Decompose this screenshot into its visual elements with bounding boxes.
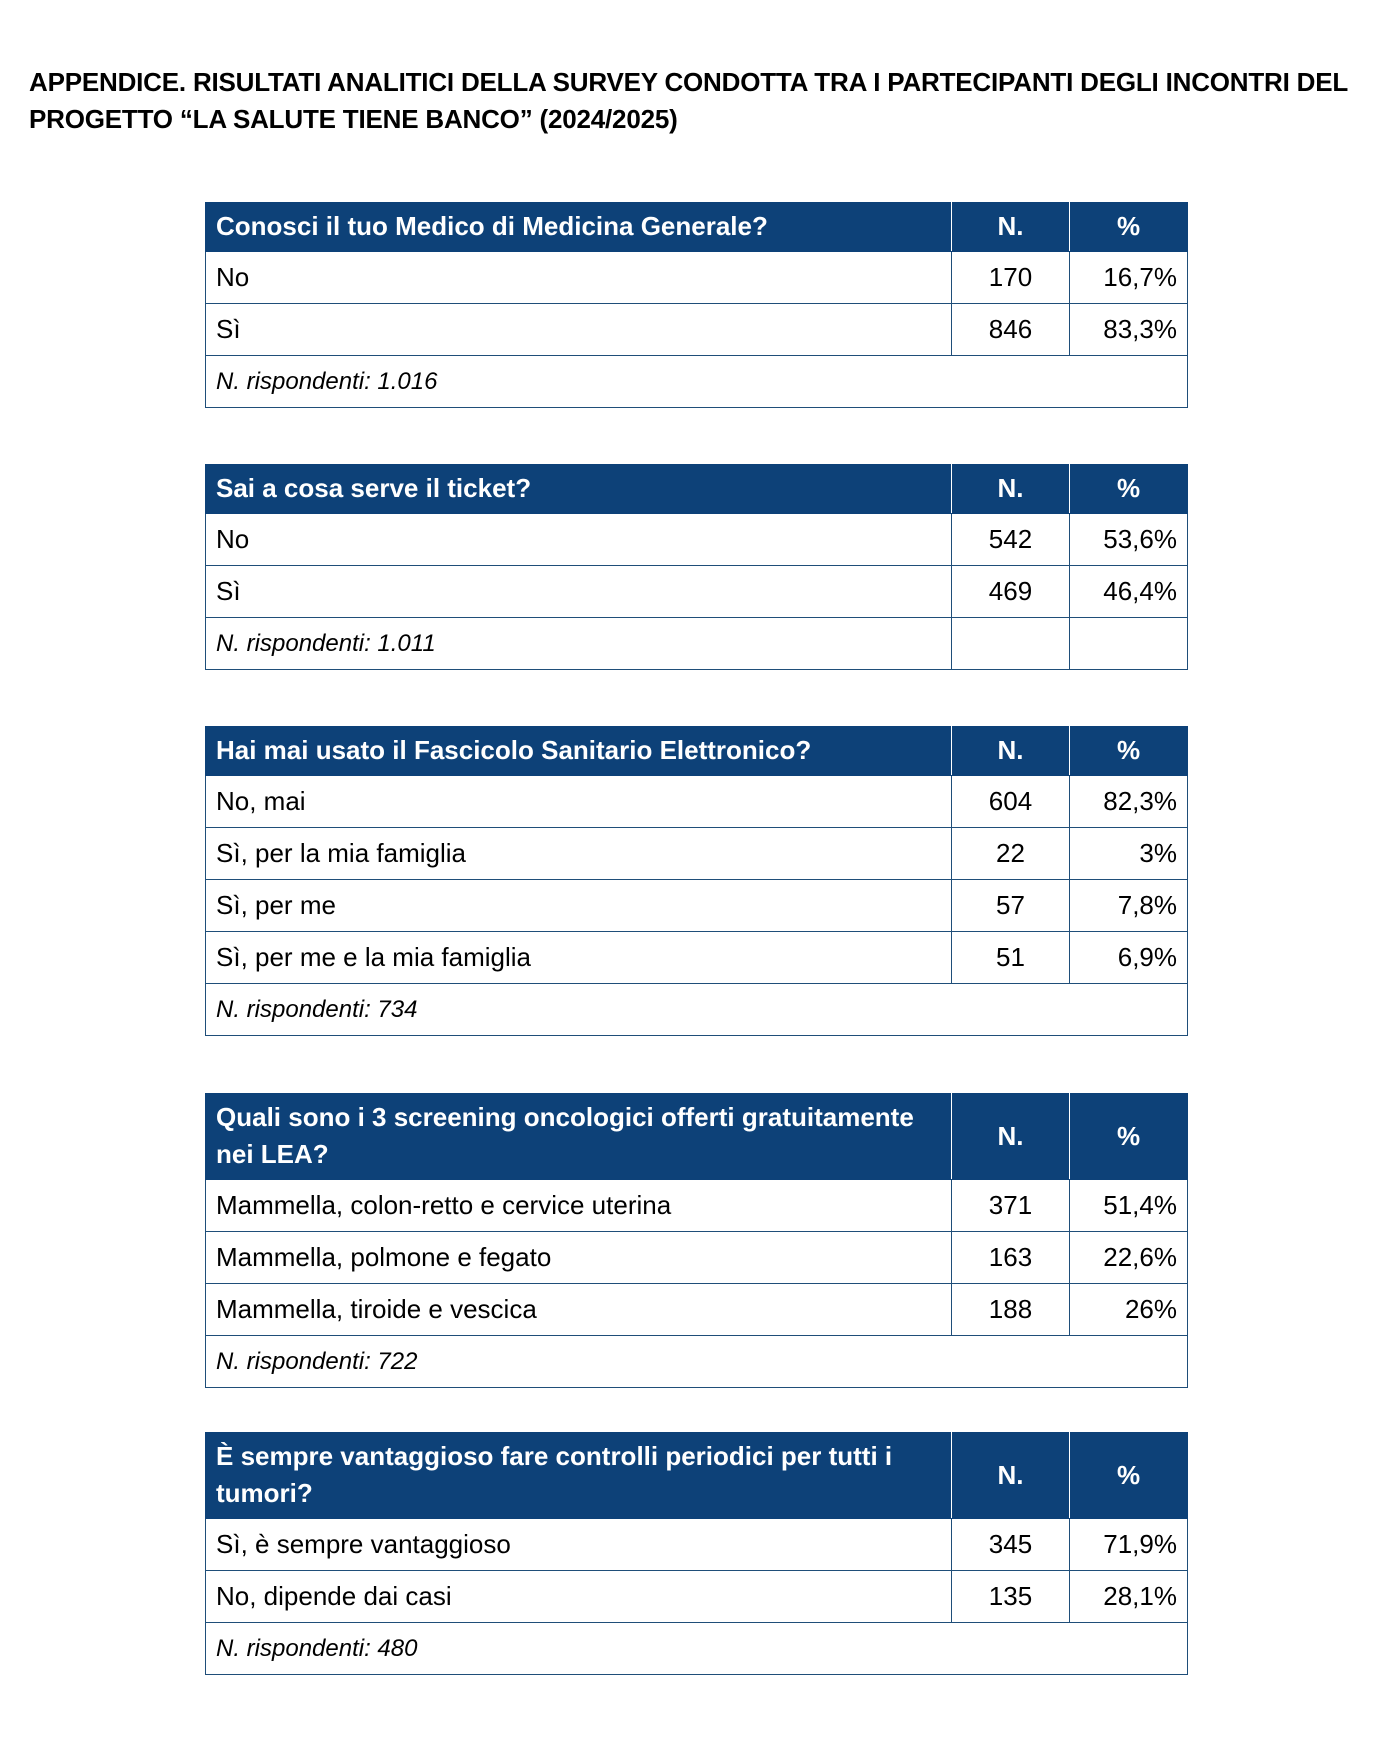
percent-column-header: %: [1070, 464, 1188, 514]
answer-label: Sì: [206, 566, 952, 618]
answer-label: No: [206, 252, 952, 304]
answer-percent: 6,9%: [1070, 932, 1188, 984]
question-header: Conosci il tuo Medico di Medicina Generale?: [206, 202, 952, 252]
table-header-row: [206, 464, 1188, 514]
table-header-row: [206, 1432, 1188, 1519]
table-row: [206, 1232, 1188, 1284]
survey-table-fse: [205, 726, 1188, 1036]
table-row: [206, 1180, 1188, 1232]
answer-count: 163: [952, 1232, 1070, 1284]
count-column-header: N.: [952, 464, 1070, 514]
question-header: Sai a cosa serve il ticket?: [206, 464, 952, 514]
table-row: [206, 776, 1188, 828]
count-column-header: N.: [952, 1432, 1070, 1519]
answer-label: Mammella, colon-retto e cervice uterina: [206, 1180, 952, 1232]
respondents-count: N. rispondenti: 1.011: [206, 618, 952, 670]
respondents-count: N. rispondenti: 480: [206, 1623, 1188, 1675]
answer-count: 51: [952, 932, 1070, 984]
table-row: [206, 1571, 1188, 1623]
answer-percent: 22,6%: [1070, 1232, 1188, 1284]
table-row: [206, 514, 1188, 566]
respondents-count: N. rispondenti: 1.016: [206, 356, 1188, 408]
answer-percent: 46,4%: [1070, 566, 1188, 618]
question-header: Quali sono i 3 screening oncologici offerti gratuitamente nei LEA?: [206, 1093, 952, 1180]
answer-percent: 51,4%: [1070, 1180, 1188, 1232]
answer-percent: 71,9%: [1070, 1519, 1188, 1571]
count-column-header: N.: [952, 1093, 1070, 1180]
respondents-row: [206, 984, 1188, 1036]
answer-label: Mammella, polmone e fegato: [206, 1232, 952, 1284]
answer-label: No, mai: [206, 776, 952, 828]
answer-count: 170: [952, 252, 1070, 304]
answer-count: 542: [952, 514, 1070, 566]
survey-table-ticket: [205, 464, 1188, 670]
answer-count: 345: [952, 1519, 1070, 1571]
count-column-header: N.: [952, 202, 1070, 252]
answer-percent: 16,7%: [1070, 252, 1188, 304]
answer-count: 135: [952, 1571, 1070, 1623]
answer-count: 57: [952, 880, 1070, 932]
table-row: [206, 252, 1188, 304]
answer-percent: 53,6%: [1070, 514, 1188, 566]
respondents-count: N. rispondenti: 734: [206, 984, 1188, 1036]
percent-column-header: %: [1070, 1093, 1188, 1180]
answer-percent: 26%: [1070, 1284, 1188, 1336]
answer-label: No, dipende dai casi: [206, 1571, 952, 1623]
answer-label: Sì, per me: [206, 880, 952, 932]
count-column-header: N.: [952, 726, 1070, 776]
table-row: [206, 932, 1188, 984]
survey-table-mmg: [205, 202, 1188, 408]
answer-label: Mammella, tiroide e vescica: [206, 1284, 952, 1336]
page-title: [29, 64, 1349, 138]
table-row: [206, 880, 1188, 932]
answer-percent: 7,8%: [1070, 880, 1188, 932]
answer-percent: 28,1%: [1070, 1571, 1188, 1623]
question-header: Hai mai usato il Fascicolo Sanitario Elettronico?: [206, 726, 952, 776]
empty-cell: [952, 618, 1070, 670]
answer-count: 846: [952, 304, 1070, 356]
table-header-row: [206, 726, 1188, 776]
survey-table-screening: [205, 1093, 1188, 1388]
percent-column-header: %: [1070, 726, 1188, 776]
respondents-row: [206, 618, 1188, 670]
answer-percent: 3%: [1070, 828, 1188, 880]
answer-percent: 82,3%: [1070, 776, 1188, 828]
respondents-row: [206, 1336, 1188, 1388]
table-row: [206, 304, 1188, 356]
table-row: [206, 1519, 1188, 1571]
respondents-row: [206, 356, 1188, 408]
answer-label: Sì, è sempre vantaggioso: [206, 1519, 952, 1571]
answer-count: 371: [952, 1180, 1070, 1232]
table-row: [206, 1284, 1188, 1336]
question-header: È sempre vantaggioso fare controlli periodici per tutti i tumori?: [206, 1432, 952, 1519]
answer-label: Sì, per me e la mia famiglia: [206, 932, 952, 984]
empty-cell: [1070, 618, 1188, 670]
answer-count: 604: [952, 776, 1070, 828]
answer-label: Sì, per la mia famiglia: [206, 828, 952, 880]
table-row: [206, 566, 1188, 618]
page-title-line-1: APPENDICE. RISULTATI ANALITICI DELLA SURVEY CONDOTTA TRA I PARTECIPANTI DEGLI INCONTRI DEL: [29, 67, 1349, 97]
answer-count: 469: [952, 566, 1070, 618]
answer-label: No: [206, 514, 952, 566]
answer-count: 22: [952, 828, 1070, 880]
respondents-count: N. rispondenti: 722: [206, 1336, 1188, 1388]
table-row: [206, 828, 1188, 880]
table-header-row: [206, 202, 1188, 252]
survey-table-controlli: [205, 1432, 1188, 1675]
percent-column-header: %: [1070, 202, 1188, 252]
answer-label: Sì: [206, 304, 952, 356]
page-title-line-2: PROGETTO “LA SALUTE TIENE BANCO” (2024/2025): [29, 104, 678, 134]
answer-count: 188: [952, 1284, 1070, 1336]
answer-percent: 83,3%: [1070, 304, 1188, 356]
respondents-row: [206, 1623, 1188, 1675]
percent-column-header: %: [1070, 1432, 1188, 1519]
table-header-row: [206, 1093, 1188, 1180]
